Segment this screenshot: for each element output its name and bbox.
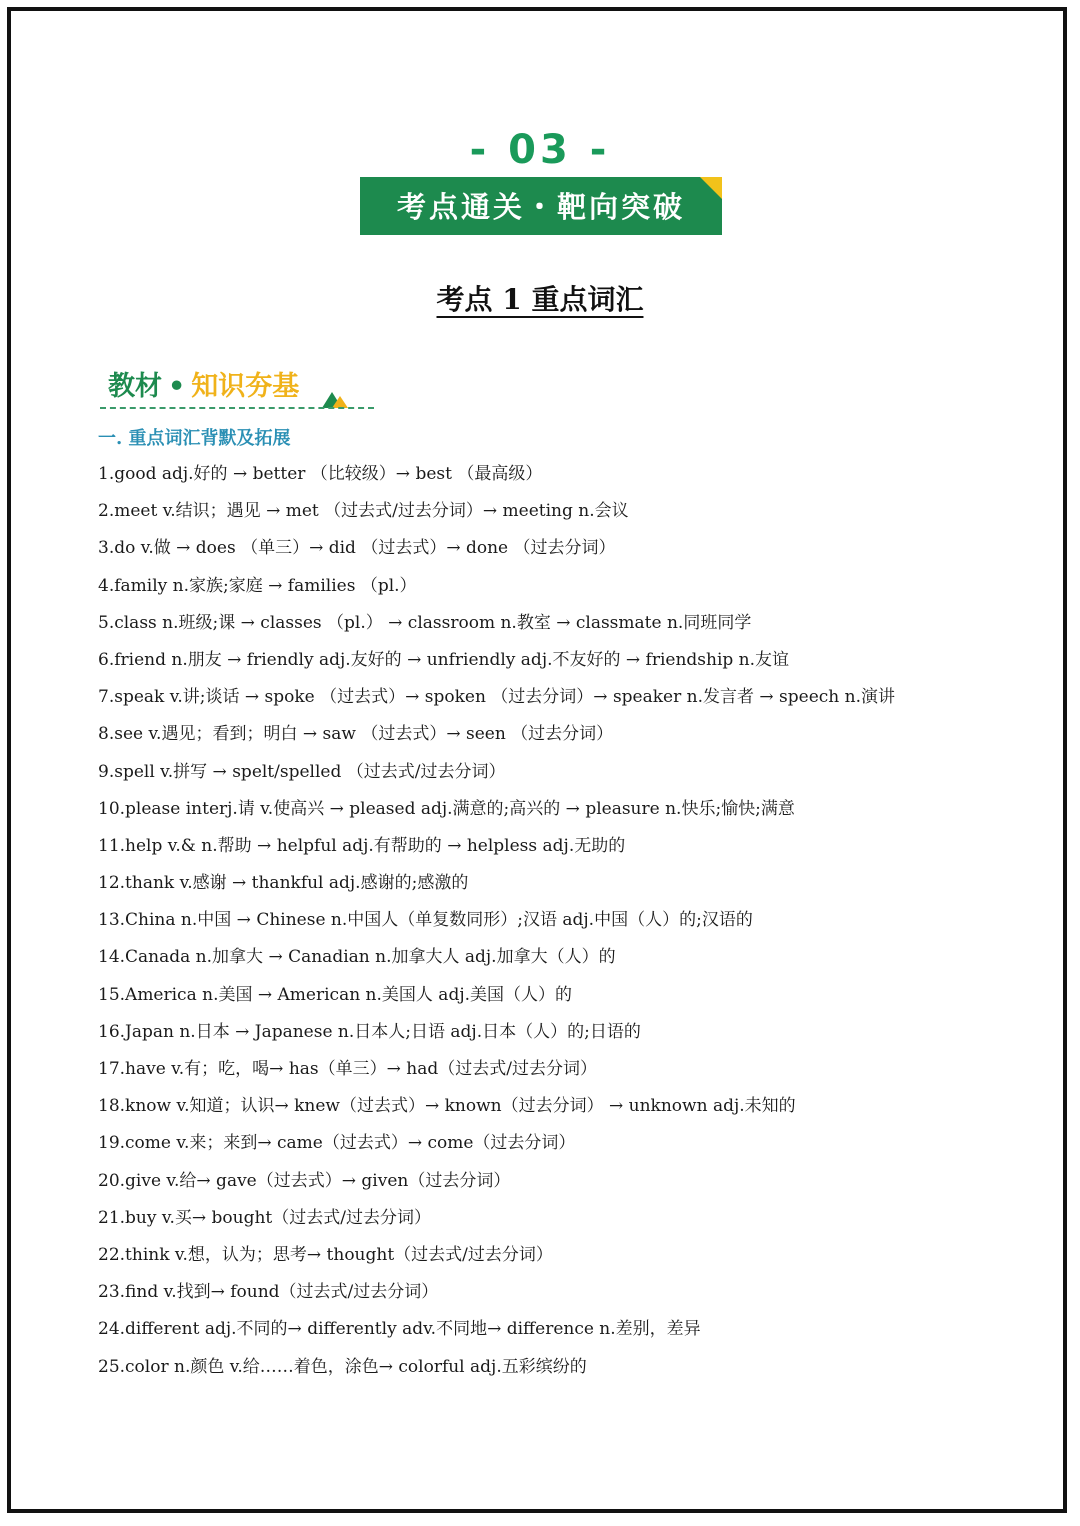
topic-title-text: 考点 1 重点词汇: [436, 283, 644, 316]
vocab-item: 8.see v.遇见；看到；明白 → saw （过去式）→ seen （过去分词）: [98, 724, 614, 745]
vocab-item: 21.buy v.买→ bought（过去式/过去分词）: [98, 1207, 431, 1228]
vocab-item: 20.give v.给→ gave（过去式）→ given（过去分词）: [98, 1170, 511, 1191]
vocab-item: 18.know v.知道；认识→ knew（过去式）→ known（过去分词） → unknown adj.未知的: [98, 1096, 796, 1117]
subsection-label-part1: 教材: [108, 371, 162, 402]
vocab-item: 13.China n.中国 → Chinese n.中国人（单复数同形）;汉语 adj.中国（人）的;汉语的: [98, 910, 753, 931]
subsection-heading: [108, 364, 299, 404]
vocab-item: 25.color n.颜色 v.给……着色，涂色→ colorful adj.五彩缤纷的: [98, 1356, 587, 1377]
vocab-item: 7.speak v.讲;谈话 → spoke （过去式）→ spoken （过去分词）→ speaker n.发言者 → speech n.演讲: [98, 687, 896, 708]
vocab-item: 1.good adj.好的 → better （比较级）→ best （最高级）: [98, 464, 543, 484]
section-number: - 03 -: [469, 127, 611, 173]
vocab-item: 3.do v.做 → does （单三）→ did （过去式）→ done （过去分词）: [98, 538, 616, 559]
vocab-item: 23.find v.找到→ found（过去式/过去分词）: [98, 1282, 439, 1303]
vocab-item: 4.family n.家族;家庭 → families （pl.）: [98, 575, 417, 596]
section-banner: [360, 177, 722, 235]
subsection-label-part2: 知识夯基: [191, 371, 300, 402]
vocab-item: 11.help v.& n.帮助 → helpful adj.有帮助的 → helpless adj.无助的: [98, 835, 626, 856]
list-heading: 一. 重点词汇背默及拓展: [98, 428, 291, 449]
vocab-list: [98, 459, 998, 1389]
vocab-item: 6.friend n.朋友 → friendly adj.友好的 → unfriendly adj.不友好的 → friendship n.友谊: [98, 649, 790, 670]
vocab-item: 14.Canada n.加拿大 → Canadian n.加拿大人 adj.加拿大（人）的: [98, 947, 616, 968]
vocab-item: 9.spell v.拼写 → spelt/spelled （过去式/过去分词）: [98, 761, 506, 782]
vocab-item: 5.class n.班级;课 → classes （pl.） → classroom n.教室 → classmate n.同班同学: [98, 612, 752, 633]
vocab-item: 19.come v.来；来到→ came（过去式）→ come（过去分词）: [98, 1133, 576, 1154]
vocab-item: 12.thank v.感谢 → thankful adj.感谢的;感激的: [98, 873, 469, 894]
subsection-dot: •: [168, 371, 186, 402]
topic-title: [0, 278, 1080, 318]
vocab-item: 2.meet v.结识；遇见 → met （过去式/过去分词）→ meeting n.会议: [98, 501, 629, 522]
mountain-icon: [320, 386, 350, 408]
vocab-item: 10.please interj.请 v.使高兴 → pleased adj.满意的;高兴的 → pleasure n.快乐;愉快;满意: [98, 798, 795, 819]
banner-title: 考点通关・靶向突破: [396, 190, 685, 224]
vocab-item: 16.Japan n.日本 → Japanese n.日本人;日语 adj.日本（人）的;日语的: [98, 1021, 641, 1042]
vocab-item: 15.America n.美国 → American n.美国人 adj.美国（人）的: [98, 984, 572, 1005]
subsection-underline: [100, 407, 374, 409]
vocab-item: 24.different adj.不同的→ differently adv.不同地→ difference n.差别，差异: [98, 1319, 701, 1340]
vocab-item: 17.have v.有；吃，喝→ has（单三）→ had（过去式/过去分词）: [98, 1059, 597, 1079]
vocab-item: 22.think v.想，认为；思考→ thought（过去式/过去分词）: [98, 1244, 553, 1265]
